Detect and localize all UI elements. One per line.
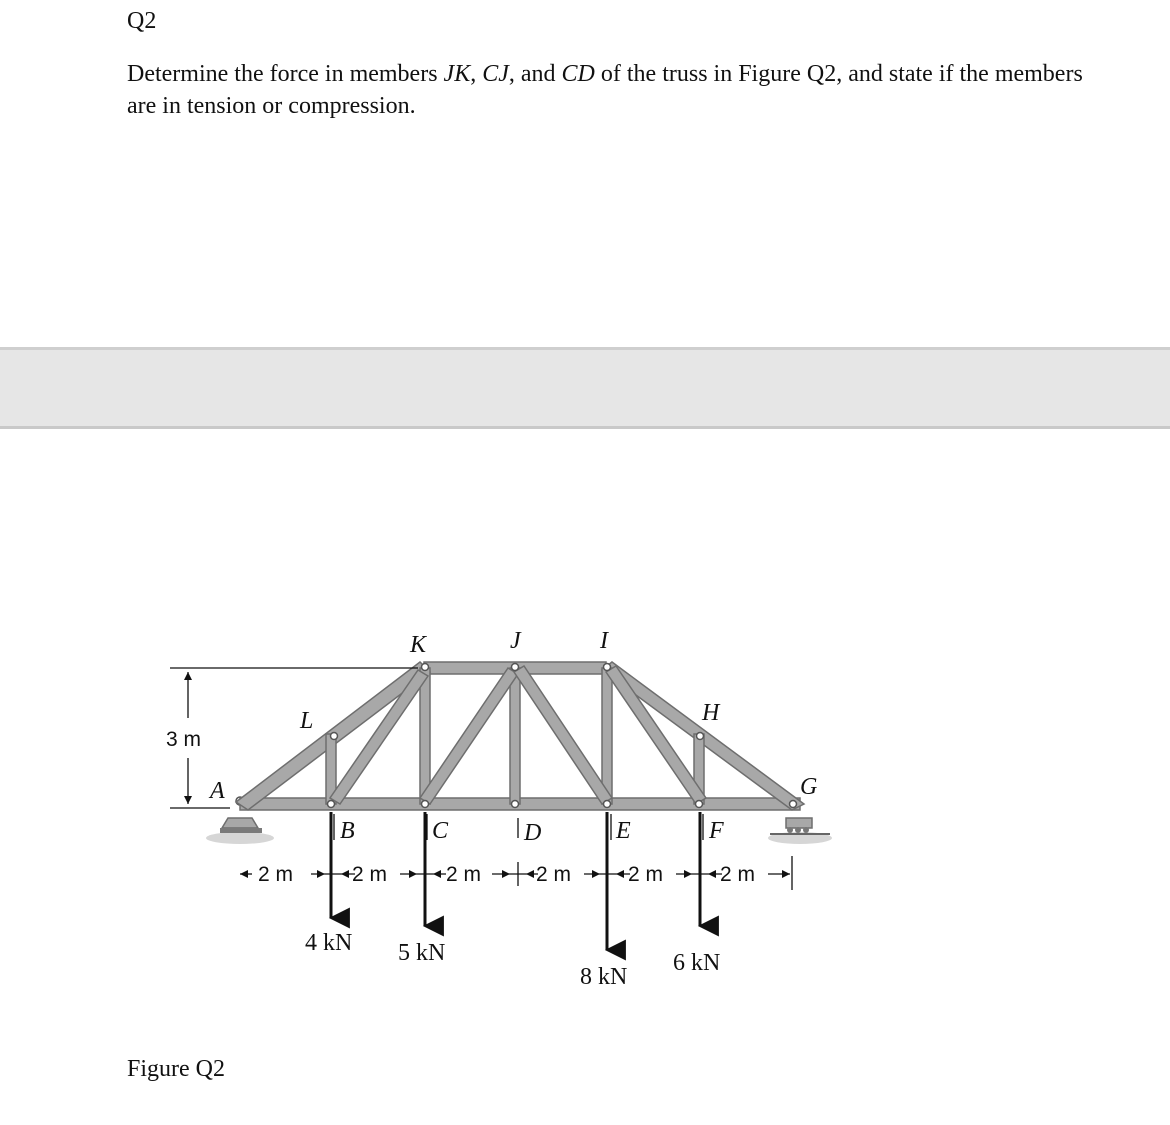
span-label-ab: 2 m (258, 863, 294, 886)
span-label-de: 2 m (536, 863, 572, 886)
joint-label-e: E (616, 818, 631, 844)
joint-label-j: J (510, 628, 521, 654)
truss-figure (0, 600, 1170, 1020)
load-label-b: 4 kN (305, 930, 353, 956)
member-cd-ref: CD (561, 61, 595, 87)
span-label-fg: 2 m (720, 863, 756, 886)
member-jd (510, 668, 520, 804)
height-label: 3 m (166, 728, 202, 751)
load-label-f: 6 kN (673, 950, 721, 976)
bottom-label-ticks (334, 814, 703, 840)
joint-label-h: H (702, 700, 720, 726)
span-label-bc: 2 m (352, 863, 388, 886)
question-number: Q2 (127, 8, 157, 34)
joint-label-d: D (524, 820, 542, 846)
joint-label-k: K (410, 632, 427, 658)
question-text (127, 58, 1087, 122)
joint-label-b: B (340, 818, 355, 844)
member-jk-ref: JK (443, 61, 471, 87)
member-cj-ref: CJ (482, 61, 509, 87)
member-ie (602, 668, 612, 804)
figure-caption: Figure Q2 (127, 1056, 225, 1082)
question-text-part: Determine the force in members (127, 61, 444, 87)
joint-label-i: I (600, 628, 608, 654)
span-label-ef: 2 m (628, 863, 664, 886)
question-text-part: , and (508, 61, 562, 87)
span-dimensions (240, 856, 792, 890)
load-label-c: 5 kN (398, 940, 446, 966)
truss-members (236, 662, 804, 810)
member-je (514, 666, 612, 804)
member-kc (420, 668, 430, 804)
joint-label-c: C (432, 818, 449, 844)
separator-band (0, 347, 1170, 429)
support-g (768, 818, 832, 844)
question-text-part: of the truss in Figure Q2, and state if the members are in tension or compression. (127, 61, 1083, 119)
joint-label-g: G (800, 774, 818, 800)
member-jc (420, 668, 518, 804)
joint-label-a: A (210, 778, 225, 804)
question-text-part: , (470, 61, 483, 87)
joint-label-l: L (300, 708, 314, 734)
span-label-cd: 2 m (446, 863, 482, 886)
joint-label-f: F (709, 818, 724, 844)
load-label-e: 8 kN (580, 964, 628, 990)
